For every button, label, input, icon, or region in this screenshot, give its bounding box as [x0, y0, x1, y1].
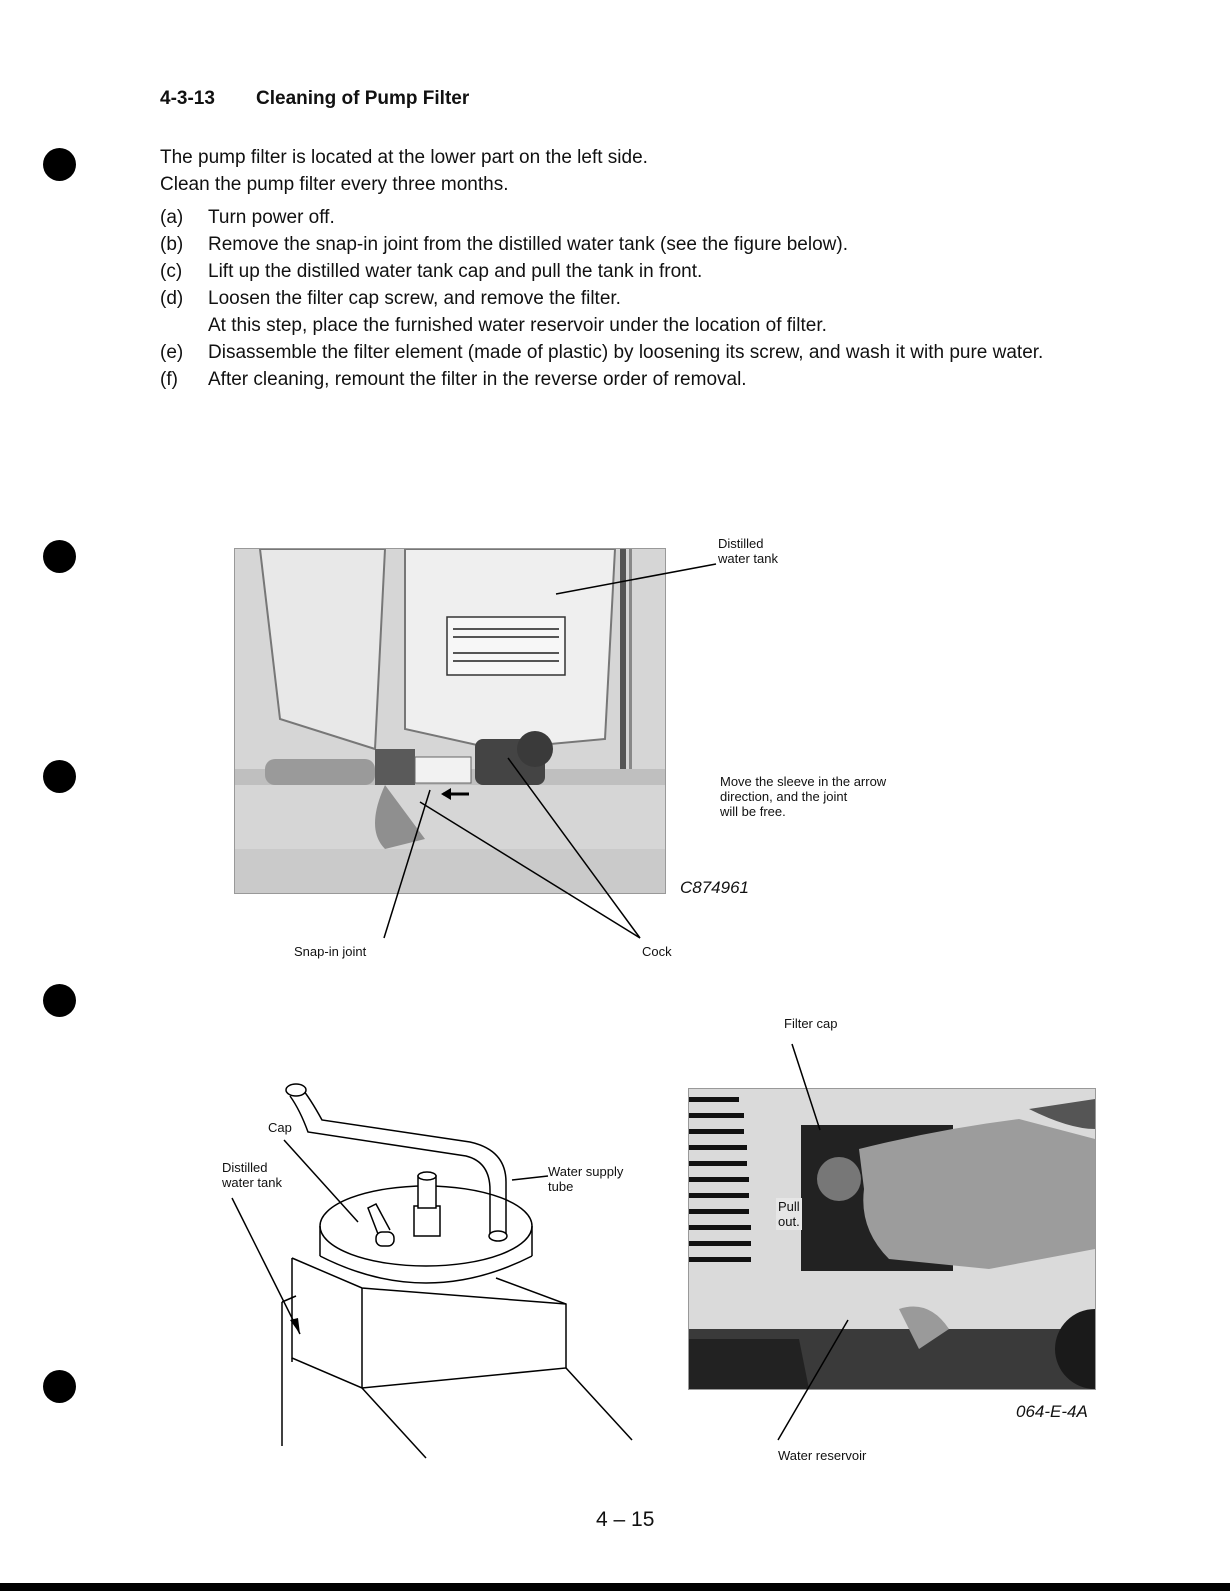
- note-line: Move the sleeve in the arrow: [720, 774, 887, 789]
- label-distilled-water-tank: [718, 536, 778, 566]
- page-bottom-border: [0, 1583, 1230, 1591]
- label-line: water tank: [718, 551, 778, 566]
- step-label: (a): [160, 207, 184, 228]
- label-line: Water supply: [548, 1164, 624, 1179]
- label-line: Distilled: [718, 536, 764, 551]
- figure-code-1: C874961: [680, 878, 750, 897]
- label-line: Distilled: [222, 1160, 268, 1175]
- step-label: (c): [160, 261, 183, 282]
- step-text: After cleaning, remount the filter in the reverse order of removal.: [208, 369, 747, 390]
- label-water-reservoir: Water reservoir: [778, 1448, 867, 1463]
- intro-line-2: Clean the pump filter every three months.: [160, 174, 509, 195]
- figure-code-2: 064-E-4A: [1016, 1402, 1088, 1421]
- sleeve-note: [720, 774, 886, 819]
- section-number: 4-3-13: [160, 88, 215, 109]
- label-distilled-water-tank-2: [222, 1160, 282, 1190]
- step-label: (d): [160, 288, 184, 309]
- step-label: (f): [160, 369, 178, 390]
- label-line: out.: [778, 1214, 800, 1229]
- label-water-supply-tube: [548, 1164, 623, 1194]
- label-snap-in-joint: Snap-in joint: [294, 944, 367, 959]
- step-text: Lift up the distilled water tank cap and pull the tank in front.: [208, 261, 703, 282]
- step-text: Remove the snap-in joint from the distilled water tank (see the figure below).: [208, 234, 848, 255]
- step-text: Turn power off.: [208, 207, 335, 228]
- label-cap: Cap: [268, 1120, 292, 1135]
- page-number: 4 – 15: [596, 1508, 655, 1531]
- step-label: (b): [160, 234, 184, 255]
- step-label: (e): [160, 342, 184, 363]
- note-line: direction, and the joint: [720, 789, 848, 804]
- label-line: Pull: [778, 1199, 800, 1214]
- label-line: water tank: [222, 1175, 282, 1190]
- label-cock: Cock: [642, 944, 672, 959]
- label-line: tube: [548, 1179, 574, 1194]
- step-text: Disassemble the filter element (made of plastic) by loosening its screw, and wash it with pure water.: [208, 342, 1044, 363]
- step-text-line-2: At this step, place the furnished water reservoir under the location of filter.: [208, 315, 827, 336]
- label-filter-cap: Filter cap: [784, 1016, 838, 1031]
- step-text-line-1: Loosen the filter cap screw, and remove the filter.: [208, 288, 621, 309]
- label-pull-out: [776, 1198, 802, 1230]
- tank-line-drawing: [282, 1084, 632, 1458]
- intro-line-1: The pump filter is located at the lower part on the left side.: [160, 147, 648, 168]
- section-title: Cleaning of Pump Filter: [256, 88, 470, 109]
- note-line: will be free.: [720, 804, 786, 819]
